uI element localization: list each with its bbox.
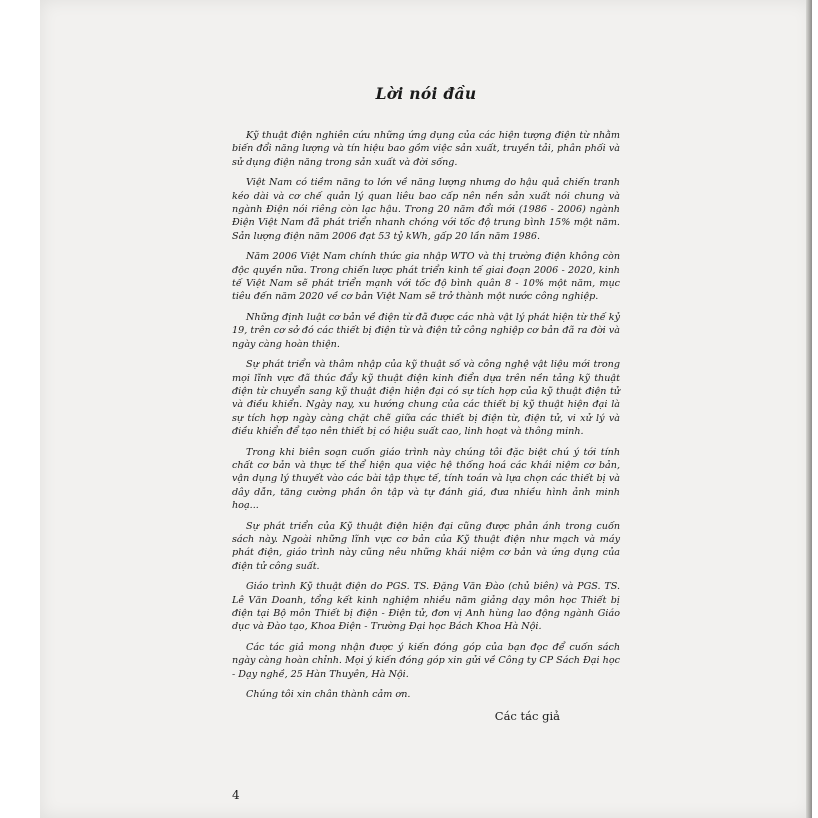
paragraph-9: Các tác giả mong nhận được ý kiến đóng góp của bạn đọc để cuốn sách ngày càng hoàn chỉnh. Mọi ý kiến đóng góp xin gửi về Công ty CP Sách Đại học - Dạy nghề, 25 Hàn Thuyên, Hà Nội. bbox=[232, 641, 620, 680]
paragraph-4: Những định luật cơ bản về điện từ đã được các nhà vật lý phát hiện từ thế kỷ 19, trên cơ sở đó các thiết bị điện từ và điện tử công nghiệp cơ bản đã ra đời và ngày càng hoàn thiện. bbox=[232, 311, 620, 350]
paragraph-7: Sự phát triển của Kỹ thuật điện hiện đại cũng được phản ánh trong cuốn sách này. Ngoài những lĩnh vực cơ bản của Kỹ thuật điện như mạch và máy phát điện, giáo trình này cũng nêu những khái niệm cơ bản và ứng dụng của điện tử công suất. bbox=[232, 520, 620, 572]
page-title: Lời nói đầu bbox=[375, 84, 477, 103]
paragraph-3: Năm 2006 Việt Nam chính thức gia nhập WTO và thị trường điện không còn độc quyền nữa. Trong chiến lược phát triển kinh tế giai đoạn 2006 - 2020, kinh tế Việt Nam sẽ phát triển mạnh với tốc độ bình quân 8 - 10% một năm, mục tiêu đến năm 2020 về cơ bản Việt Nam sẽ trở thành một nước công nghiệp. bbox=[232, 251, 620, 303]
page-number: 4 bbox=[232, 788, 240, 802]
paragraph-6: Trong khi biên soạn cuốn giáo trình này chúng tôi đặc biệt chú ý tới tính chất cơ bản và thực tế thể hiện qua việc hệ thống hoá các khái niệm cơ bản, vận dụng lý thuyết vào các bài tập thực tế, tính toán và lựa chọn các thiết bị và dây dẫn, tăng cường phần ôn tập và tự đánh giá, đưa nhiều hình ảnh minh hoạ... bbox=[232, 446, 620, 512]
paragraph-1: Kỹ thuật điện nghiên cứu những ứng dụng của các hiện tượng điện từ nhằm biến đổi năng lượng và tín hiệu bao gồm việc sản xuất, truyền tải, phân phối và sử dụng điện năng trong sản xuất và đời sống. bbox=[232, 130, 620, 168]
paragraph-5: Sự phát triển và thâm nhập của kỹ thuật số và công nghệ vật liệu mới trong mọi lĩnh vực đã thúc đẩy kỹ thuật điện kinh điển dựa trên nền tảng kỹ thuật điện từ chuyển sang kỹ thuật điện hiện đại có sự tích hợp của kỹ thuật điện tử và điều khiển. Ngày nay, xu hướng chung của các thiết bị kỹ thuật hiện đại là sự tích hợp ngày càng chặt chẽ giữa các thiết bị điện từ, điện tử, vi xử lý và điều khiển để tạo nên thiết bị có hiệu suất cao, linh hoạt và thông minh. bbox=[232, 359, 620, 438]
book-spine-shadow bbox=[806, 0, 812, 818]
preface-page bbox=[232, 70, 620, 723]
paragraph-8: Giáo trình Kỹ thuật điện do PGS. TS. Đặng Văn Đào (chủ biên) và PGS. TS. Lê Văn Doanh, tổng kết kinh nghiệm nhiều năm giảng dạy môn học Thiết bị điện tại Bộ môn Thiết bị điện - Điện tử, đơn vị Anh hùng lao động ngành Giáo dục và Đào tạo, Khoa Điện - Trường Đại học Bách Khoa Hà Nội. bbox=[232, 581, 620, 633]
paragraph-2: Việt Nam có tiềm năng to lớn về năng lượng nhưng do hậu quả chiến tranh kéo dài và cơ chế quản lý quan liêu bao cấp nên nền sản xuất nói chung và ngành Điện nói riêng còn lạc hậu. Trong 20 năm đổi mới (1986 - 2006) ngành Điện Việt Nam đã phát triển nhanh chóng với tốc độ trung bình 15% một năm. Sản lượng điện năm 2006 đạt 53 tỷ kWh, gấp 20 lần năm 1986. bbox=[232, 177, 620, 242]
signature: Các tác giả bbox=[494, 709, 560, 724]
paragraph-10: Chúng tôi xin chân thành cảm ơn. bbox=[246, 689, 411, 701]
